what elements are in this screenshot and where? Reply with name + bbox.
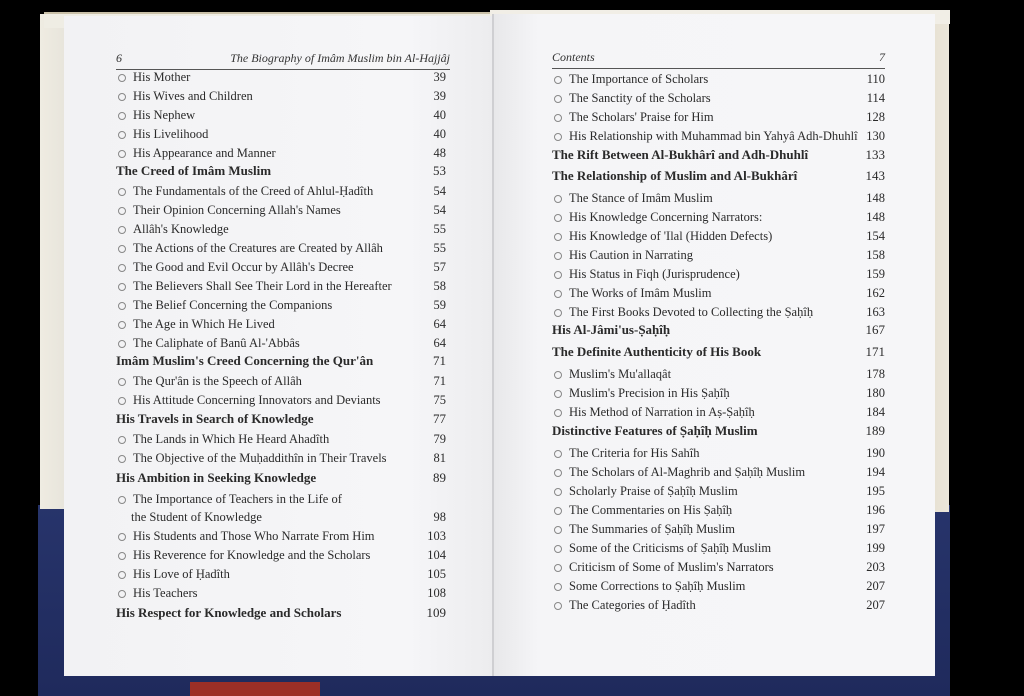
toc-page-number: 48 xyxy=(433,146,446,160)
circle-bullet-icon xyxy=(554,233,562,241)
toc-entry xyxy=(116,430,446,449)
toc-entry-label xyxy=(552,444,700,463)
toc-entry-text: Scholarly Praise of Ṣaḥîḥ Muslim xyxy=(569,484,738,498)
toc-entry-text: The Summaries of Ṣaḥîḥ Muslim xyxy=(569,522,735,536)
toc-entry-label xyxy=(116,565,230,584)
toc-entry-label xyxy=(116,351,373,370)
toc-page-number: 103 xyxy=(427,529,446,543)
toc-entry xyxy=(116,372,446,391)
toc-page-number: 71 xyxy=(433,353,446,368)
toc-entry xyxy=(552,558,885,577)
toc-entry-text: The Objective of the Muḥaddithîn in Their Travels xyxy=(133,451,387,465)
toc-entry-label xyxy=(552,166,797,185)
toc-entry xyxy=(116,527,446,546)
running-title: The Biography of Imâm Muslim bin Al-Hajjâj xyxy=(230,51,450,65)
circle-bullet-icon xyxy=(118,283,126,291)
toc-entry-text: His Al-Jâmi'us-Ṣaḥîḥ xyxy=(552,322,671,337)
circle-bullet-icon xyxy=(118,397,126,405)
toc-entry-text: His Wives and Children xyxy=(133,89,253,103)
circle-bullet-icon xyxy=(118,207,126,215)
circle-bullet-icon xyxy=(554,214,562,222)
circle-bullet-icon xyxy=(118,302,126,310)
toc-page-number: 54 xyxy=(433,203,446,217)
toc-entry-text: His Status in Fiqh (Jurisprudence) xyxy=(569,267,740,281)
toc-entry xyxy=(552,189,885,208)
toc-entry-text: Allâh's Knowledge xyxy=(133,222,229,236)
circle-bullet-icon xyxy=(554,195,562,203)
toc-entry-label xyxy=(552,539,771,558)
circle-bullet-icon xyxy=(118,150,126,158)
toc-entry xyxy=(116,220,446,239)
toc-entry-text: The Qur'ân is the Speech of Allâh xyxy=(133,374,302,388)
toc-entry-text: His Knowledge Concerning Narrators: xyxy=(569,210,763,224)
circle-bullet-icon xyxy=(118,552,126,560)
toc-entry-label xyxy=(552,520,735,539)
toc-entry-text: His Attitude Concerning Innovators and Deviants xyxy=(133,393,381,407)
toc-chapter xyxy=(552,342,885,361)
toc-page-number: 114 xyxy=(866,91,885,105)
toc-page-number: 57 xyxy=(433,260,446,274)
toc-page-number: 81 xyxy=(433,451,446,465)
toc-entry-label xyxy=(552,208,762,227)
page-number: 6 xyxy=(116,51,122,65)
toc-entry-label xyxy=(552,284,712,303)
toc-entry-label xyxy=(552,127,858,146)
circle-bullet-icon xyxy=(554,390,562,398)
toc-page-number: 71 xyxy=(433,374,446,388)
toc-entry-label xyxy=(116,527,375,546)
toc-entry-text: The Sanctity of the Scholars xyxy=(569,91,711,105)
toc-entry-label xyxy=(116,508,262,527)
toc-entry xyxy=(552,246,885,265)
toc-entry-label xyxy=(116,258,354,277)
toc-entry-label xyxy=(116,296,332,315)
toc-entry xyxy=(116,182,446,201)
toc-entry-label xyxy=(552,365,671,384)
toc-entry-text: The Good and Evil Occur by Allâh's Decree xyxy=(133,260,354,274)
circle-bullet-icon xyxy=(118,455,126,463)
toc-entry-text: His Travels in Search of Knowledge xyxy=(116,411,314,426)
toc-entry-text: The Relationship of Muslim and Al-Bukhârî xyxy=(552,168,798,183)
toc-entry-label xyxy=(116,161,271,180)
toc-page-number: 196 xyxy=(866,503,885,517)
toc-entry-label xyxy=(116,87,253,106)
toc-page-number: 55 xyxy=(433,222,446,236)
toc-entry-text: The Importance of Teachers in the Life of xyxy=(133,492,342,506)
toc-chapter xyxy=(552,145,885,164)
toc-entry xyxy=(116,391,446,410)
toc-entry-text: His Relationship with Muhammad bin Yahyâ Adh-Dhuhlî xyxy=(569,129,858,143)
toc-entry-text: The Scholars of Al-Maghrib and Ṣaḥîḥ Muslim xyxy=(569,465,806,479)
toc-entry-text: The Stance of Imâm Muslim xyxy=(569,191,713,205)
toc-entry xyxy=(552,208,885,227)
toc-page-number: 143 xyxy=(865,168,885,183)
toc-entry-text: The Rift Between Al-Bukhârî and Adh-Dhuhlî xyxy=(552,147,809,162)
toc-entry xyxy=(552,463,885,482)
toc-entry-text: His Appearance and Manner xyxy=(133,146,276,160)
book-cover-accent xyxy=(190,682,320,696)
toc-page-number: 203 xyxy=(866,560,885,574)
toc-page-number: 130 xyxy=(866,129,885,143)
circle-bullet-icon xyxy=(554,371,562,379)
toc-entry-text: Some Corrections to Ṣaḥîḥ Muslim xyxy=(569,579,746,593)
toc-page-number: 64 xyxy=(433,317,446,331)
toc-entry-label xyxy=(552,89,711,108)
toc-page-number: 59 xyxy=(433,298,446,312)
circle-bullet-icon xyxy=(118,571,126,579)
toc-entry-text: The Creed of Imâm Muslim xyxy=(116,163,272,178)
toc-entry xyxy=(116,546,446,565)
toc-entry-text: The Actions of the Creatures are Created by Allâh xyxy=(133,241,383,255)
toc-chapter xyxy=(552,320,885,339)
circle-bullet-icon xyxy=(554,545,562,553)
toc-entry xyxy=(552,539,885,558)
toc-page-number: 162 xyxy=(866,286,885,300)
toc-entry-label xyxy=(116,449,387,468)
toc-page-number: 189 xyxy=(865,423,885,438)
toc-page-number: 163 xyxy=(866,305,885,319)
toc-entry-label xyxy=(552,558,774,577)
toc-page-number: 207 xyxy=(866,579,885,593)
toc-chapter xyxy=(552,166,885,185)
circle-bullet-icon xyxy=(118,112,126,120)
toc-entry-label xyxy=(116,372,302,391)
toc-entry-label xyxy=(552,342,761,361)
toc-page-number: 109 xyxy=(426,605,446,620)
circle-bullet-icon xyxy=(554,309,562,317)
toc-entry-label xyxy=(552,70,708,89)
toc-entry-text: The First Books Devoted to Collecting the Ṣaḥîḥ xyxy=(569,305,814,319)
toc-entry-text: Imâm Muslim's Creed Concerning the Qur'ân xyxy=(116,353,374,368)
toc-entry xyxy=(116,490,446,509)
circle-bullet-icon xyxy=(554,409,562,417)
circle-bullet-icon xyxy=(118,226,126,234)
toc-page-number: 199 xyxy=(866,541,885,555)
toc-page-number: 195 xyxy=(866,484,885,498)
circle-bullet-icon xyxy=(554,469,562,477)
toc-entry xyxy=(116,239,446,258)
toc-entry xyxy=(552,70,885,89)
toc-entry xyxy=(116,87,446,106)
toc-entry-label xyxy=(116,430,329,449)
toc-entry xyxy=(552,482,885,501)
toc-page-number: 40 xyxy=(433,108,446,122)
circle-bullet-icon xyxy=(118,590,126,598)
toc-entry-label xyxy=(116,603,341,622)
toc-entry-text: Muslim's Precision in His Ṣaḥîḥ xyxy=(569,386,730,400)
toc-entry xyxy=(552,501,885,520)
toc-page-number: 110 xyxy=(866,72,885,86)
toc-page-number: 77 xyxy=(433,411,446,426)
toc-entry-text: The Works of Imâm Muslim xyxy=(569,286,712,300)
toc-entry-text: The Scholars' Praise for Him xyxy=(569,110,714,124)
toc-entry-text: The Belief Concerning the Companions xyxy=(133,298,333,312)
toc-chapter xyxy=(116,603,446,622)
toc-entry xyxy=(552,365,885,384)
circle-bullet-icon xyxy=(554,133,562,141)
circle-bullet-icon xyxy=(118,496,126,504)
toc-entry-text: Criticism of Some of Muslim's Narrators xyxy=(569,560,774,574)
toc-entry-text: The Definite Authenticity of His Book xyxy=(552,344,762,359)
circle-bullet-icon xyxy=(554,488,562,496)
toc-page-number: 54 xyxy=(433,184,446,198)
toc-entry xyxy=(552,284,885,303)
toc-entry-text: His Respect for Knowledge and Scholars xyxy=(116,605,342,620)
toc-entry-label xyxy=(116,125,208,144)
circle-bullet-icon xyxy=(118,93,126,101)
toc-entry-text: His Caution in Narrating xyxy=(569,248,693,262)
toc-entry-label xyxy=(116,277,392,296)
toc-entry-label xyxy=(116,546,370,565)
toc-page-number: 128 xyxy=(866,110,885,124)
toc-entry-text: The Categories of Ḥadîth xyxy=(569,598,696,612)
toc-page-number: 171 xyxy=(865,344,885,359)
toc-entry-label xyxy=(116,68,190,87)
toc-entry xyxy=(552,444,885,463)
toc-page-number: 180 xyxy=(866,386,885,400)
toc-entry-label xyxy=(552,189,713,208)
circle-bullet-icon xyxy=(554,76,562,84)
toc-entry-label xyxy=(116,106,195,125)
toc-entry-label xyxy=(116,315,275,334)
toc-entry xyxy=(116,315,446,334)
toc-entry xyxy=(116,201,446,220)
toc-entry-label xyxy=(116,182,373,201)
toc-entry-label xyxy=(116,584,198,603)
toc-entry-text: The Lands in Which He Heard Ahadîth xyxy=(133,432,330,446)
toc-page-number: 39 xyxy=(433,70,446,84)
toc-entry xyxy=(116,296,446,315)
toc-entry-label xyxy=(552,482,738,501)
toc-page-number: 39 xyxy=(433,89,446,103)
toc-page-number: 53 xyxy=(433,163,446,178)
toc-entry-label xyxy=(116,409,314,428)
circle-bullet-icon xyxy=(118,188,126,196)
toc-entry-text: His Nephew xyxy=(133,108,196,122)
circle-bullet-icon xyxy=(554,114,562,122)
toc-page-number: 178 xyxy=(866,367,885,381)
toc-page-number: 40 xyxy=(433,127,446,141)
toc-chapter xyxy=(116,351,446,370)
circle-bullet-icon xyxy=(118,340,126,348)
right-page xyxy=(494,14,935,676)
toc-page-number: 133 xyxy=(865,147,885,162)
book-gutter xyxy=(492,14,494,676)
toc-entry-label xyxy=(552,421,758,440)
toc-entry-label xyxy=(552,384,730,403)
left-page xyxy=(64,16,494,676)
toc-page-number: 167 xyxy=(865,322,885,337)
toc-entry-label xyxy=(552,265,740,284)
circle-bullet-icon xyxy=(554,252,562,260)
toc-page-number: 64 xyxy=(433,336,446,350)
toc-entry-label xyxy=(552,577,745,596)
circle-bullet-icon xyxy=(118,264,126,272)
toc-entry-label xyxy=(116,468,316,487)
toc-entry xyxy=(552,596,885,615)
toc-entry-text: His Ambition in Seeking Knowledge xyxy=(116,470,317,485)
toc-page-number: 75 xyxy=(433,393,446,407)
toc-chapter xyxy=(116,468,446,487)
toc-page-number: 154 xyxy=(866,229,885,243)
toc-entry-label xyxy=(552,596,696,615)
toc-chapter xyxy=(552,421,885,440)
toc-entry-label xyxy=(552,108,714,127)
toc-page-number: 108 xyxy=(427,586,446,600)
toc-page-number: 104 xyxy=(427,548,446,562)
toc-entry xyxy=(552,127,885,146)
toc-entry-text: His Knowledge of 'Ilal (Hidden Defects) xyxy=(569,229,773,243)
circle-bullet-icon xyxy=(554,450,562,458)
toc-entry xyxy=(552,403,885,422)
circle-bullet-icon xyxy=(118,436,126,444)
toc-page-number: 89 xyxy=(433,470,446,485)
toc-entry-label xyxy=(552,145,808,164)
toc-entry-text: The Importance of Scholars xyxy=(569,72,709,86)
circle-bullet-icon xyxy=(554,602,562,610)
circle-bullet-icon xyxy=(554,290,562,298)
toc-entry-text: The Criteria for His Sahîh xyxy=(569,446,700,460)
toc-entry xyxy=(552,265,885,284)
toc-entry-label xyxy=(116,239,383,258)
running-head-right xyxy=(552,50,885,69)
toc-entry-text: Some of the Criticisms of Ṣaḥîḥ Muslim xyxy=(569,541,772,555)
toc-entry-text: The Commentaries on His Ṣaḥîḥ xyxy=(569,503,733,517)
toc-entry-text: The Fundamentals of the Creed of Ahlul-Ḥadîth xyxy=(133,184,374,198)
toc-page-number: 190 xyxy=(866,446,885,460)
running-title: Contents xyxy=(552,50,595,64)
toc-entry-text: Their Opinion Concerning Allah's Names xyxy=(133,203,341,217)
toc-entry-label xyxy=(116,220,229,239)
toc-entry-text: The Caliphate of Banû Al-'Abbâs xyxy=(133,336,300,350)
toc-page-number: 105 xyxy=(427,567,446,581)
toc-page-number: 58 xyxy=(433,279,446,293)
toc-page-number: 79 xyxy=(433,432,446,446)
toc-chapter xyxy=(116,409,446,428)
circle-bullet-icon xyxy=(554,564,562,572)
toc-page-number: 159 xyxy=(866,267,885,281)
toc-entry xyxy=(116,106,446,125)
toc-page-number: 148 xyxy=(866,191,885,205)
toc-entry-text: His Mother xyxy=(133,70,191,84)
toc-entry-text: His Students and Those Who Narrate From Him xyxy=(133,529,375,543)
toc-chapter xyxy=(116,161,446,180)
circle-bullet-icon xyxy=(554,583,562,591)
toc-entry xyxy=(552,520,885,539)
circle-bullet-icon xyxy=(118,74,126,82)
toc-entry xyxy=(116,68,446,87)
circle-bullet-icon xyxy=(118,378,126,386)
toc-entry-label xyxy=(552,227,772,246)
toc-entry xyxy=(116,258,446,277)
toc-entry-text: Muslim's Mu'allaqât xyxy=(569,367,672,381)
toc-page-number: 197 xyxy=(866,522,885,536)
toc-entry-text: The Age in Which He Lived xyxy=(133,317,275,331)
page-number: 7 xyxy=(879,50,885,64)
toc-entry xyxy=(116,277,446,296)
toc-entry xyxy=(116,584,446,603)
circle-bullet-icon xyxy=(554,507,562,515)
toc-entry-label xyxy=(552,501,732,520)
circle-bullet-icon xyxy=(118,245,126,253)
toc-entry xyxy=(552,227,885,246)
toc-entry-label xyxy=(552,403,755,422)
toc-entry-label xyxy=(116,490,342,509)
toc-entry xyxy=(116,449,446,468)
toc-page-number: 158 xyxy=(866,248,885,262)
circle-bullet-icon xyxy=(554,95,562,103)
toc-entry xyxy=(552,108,885,127)
toc-entry xyxy=(552,384,885,403)
toc-entry-text: Distinctive Features of Ṣaḥîḥ Muslim xyxy=(552,423,758,438)
toc-page-number: 184 xyxy=(866,405,885,419)
toc-entry-label xyxy=(552,246,693,265)
toc-entry-label xyxy=(116,391,381,410)
toc-entry-text: The Believers Shall See Their Lord in the Hereafter xyxy=(133,279,392,293)
toc-entry-label xyxy=(116,201,341,220)
toc-entry xyxy=(116,125,446,144)
circle-bullet-icon xyxy=(118,131,126,139)
toc-entry xyxy=(116,565,446,584)
toc-entry-text: His Love of Ḥadîth xyxy=(133,567,230,581)
toc-entry-text: His Reverence for Knowledge and the Scholars xyxy=(133,548,371,562)
circle-bullet-icon xyxy=(554,271,562,279)
toc-entry xyxy=(116,508,446,527)
toc-page-number: 194 xyxy=(866,465,885,479)
toc-entry xyxy=(552,577,885,596)
circle-bullet-icon xyxy=(554,526,562,534)
toc-entry-text: His Livelihood xyxy=(133,127,209,141)
toc-page-number: 207 xyxy=(866,598,885,612)
toc-entry xyxy=(552,89,885,108)
circle-bullet-icon xyxy=(118,533,126,541)
toc-entry-label xyxy=(552,320,670,339)
toc-entry-text: His Teachers xyxy=(133,586,198,600)
circle-bullet-icon xyxy=(118,321,126,329)
toc-entry-text: the Student of Knowledge xyxy=(131,510,262,524)
toc-page-number: 98 xyxy=(433,510,446,524)
page-edges-right xyxy=(935,12,949,512)
toc-entry-label xyxy=(552,463,805,482)
toc-page-number: 55 xyxy=(433,241,446,255)
toc-page-number: 148 xyxy=(866,210,885,224)
toc-entry-text: His Method of Narration in Aṣ-Ṣaḥîḥ xyxy=(569,405,755,419)
